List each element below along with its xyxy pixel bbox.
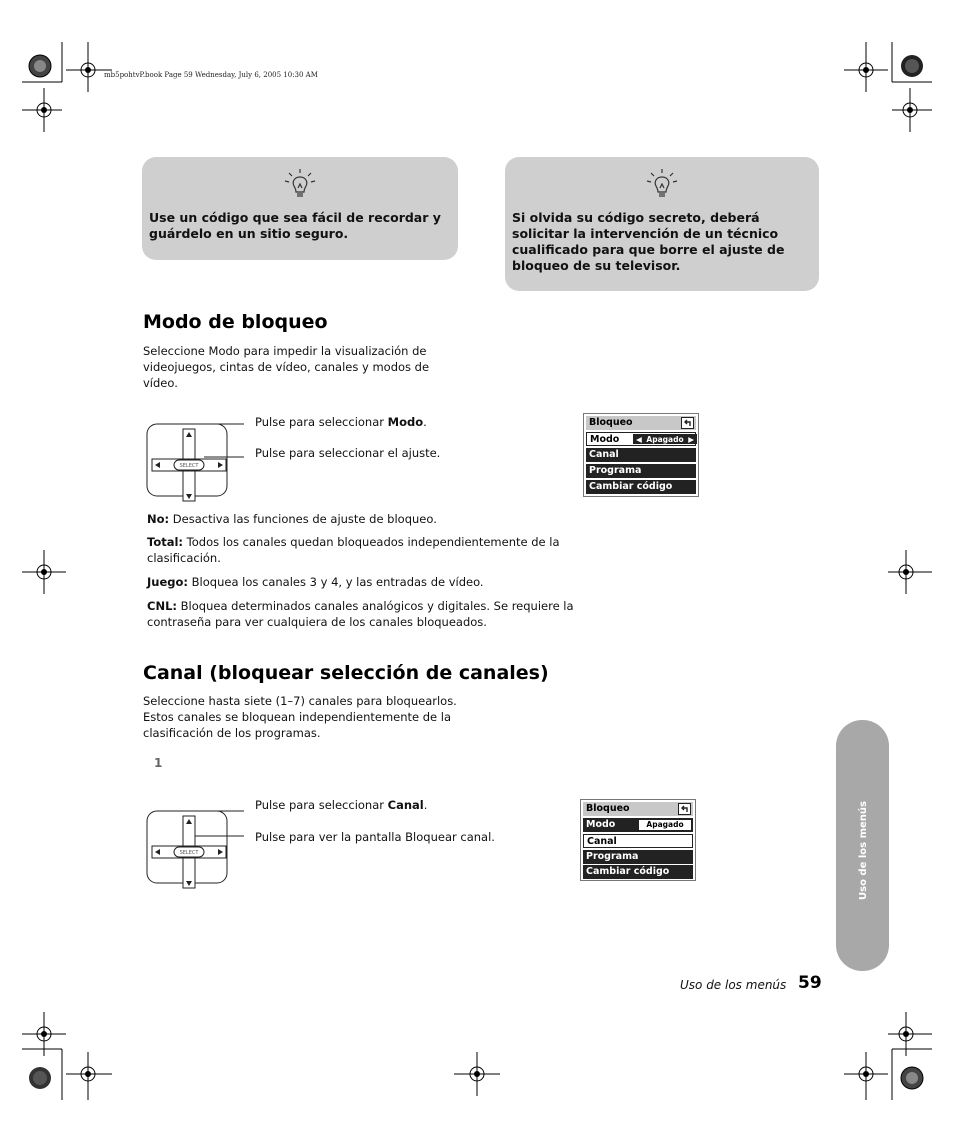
section1-intro: Seleccione Modo para impedir la visualización de videojuegos, cintas de vídeo, canales y modos de vídeo. bbox=[143, 344, 430, 390]
remote-dpad-diagram bbox=[146, 419, 256, 503]
remote-dpad-diagram bbox=[146, 806, 256, 890]
section-title-modo-de-bloqueo: Modo de bloqueo bbox=[143, 311, 328, 333]
file-header: mb5pohtvP.book Page 59 Wednesday, July 6, 2005 10:30 AM bbox=[104, 71, 318, 79]
menu-item-canal[interactable]: Canal bbox=[583, 834, 693, 848]
menu-item-modo[interactable]: Modo ◀ Apagado ▶ bbox=[586, 432, 696, 446]
back-arrow-icon[interactable] bbox=[678, 803, 691, 815]
chapter-tab-label: Uso de los menús bbox=[858, 801, 869, 900]
bloqueo-menu bbox=[580, 799, 696, 881]
page-number: 59 bbox=[798, 973, 822, 993]
definition-juego: Juego: Bloquea los canales 3 y 4, y las entradas de vídeo. bbox=[147, 575, 484, 589]
tip-text-2: Si olvida su código secreto, deberá solicitar la intervención de un técnico cualificado para que borre el ajuste de bloqueo de su televisor. bbox=[512, 210, 785, 273]
menu-item-cambiar-codigo[interactable]: Cambiar código bbox=[583, 865, 693, 879]
definition-cnl: CNL: Bloquea determinados canales analógicos y digitales. Se requiere la contraseña para ver cualquiera de los canales bloqueados. bbox=[147, 599, 574, 629]
definition-total: Total: Todos los canales quedan bloqueados independientemente de la clasificación. bbox=[147, 535, 560, 565]
menu-title: Bloqueo bbox=[586, 416, 696, 430]
tip-text-1: Use un código que sea fácil de recordar y guárdelo en un sitio seguro. bbox=[149, 210, 441, 241]
lightbulb-icon bbox=[283, 168, 317, 202]
lightbulb-icon bbox=[645, 168, 679, 202]
callout-select-modo: Pulse para seleccionar Modo. bbox=[255, 415, 427, 429]
definition-no: No: Desactiva las funciones de ajuste de bloqueo. bbox=[147, 512, 437, 526]
select-button-label: SELECT bbox=[179, 850, 199, 856]
menu-item-programa[interactable]: Programa bbox=[586, 464, 696, 478]
tip-box-2 bbox=[505, 157, 819, 291]
menu-item-modo[interactable]: Modo Apagado bbox=[583, 818, 693, 832]
footer-section-name: Uso de los menús bbox=[680, 978, 787, 992]
section2-intro: Seleccione hasta siete (1–7) canales para bloquearlos. Estos canales se bloquean independientemente de la clasificación de los programas. bbox=[143, 694, 457, 740]
section-title-canal: Canal (bloquear selección de canales) bbox=[143, 662, 549, 684]
mode-value-selector[interactable]: ◀ Apagado ▶ bbox=[633, 434, 697, 444]
menu-item-cambiar-codigo[interactable]: Cambiar código bbox=[586, 480, 696, 494]
step-number: 1 bbox=[154, 756, 163, 770]
select-button-label: SELECT bbox=[179, 463, 199, 469]
tip-box-1 bbox=[142, 157, 458, 260]
menu-title: Bloqueo bbox=[583, 802, 693, 816]
mode-value: Apagado bbox=[639, 820, 691, 830]
bloqueo-menu bbox=[583, 413, 699, 497]
menu-item-programa[interactable]: Programa bbox=[583, 850, 693, 864]
menu-item-canal[interactable]: Canal bbox=[586, 448, 696, 462]
callout-select-setting: Pulse para seleccionar el ajuste. bbox=[255, 446, 441, 460]
callout-select-canal: Pulse para seleccionar Canal. bbox=[255, 798, 428, 812]
back-arrow-icon[interactable] bbox=[681, 417, 694, 429]
callout-bloquear-canal-screen: Pulse para ver la pantalla Bloquear canal. bbox=[255, 830, 495, 844]
